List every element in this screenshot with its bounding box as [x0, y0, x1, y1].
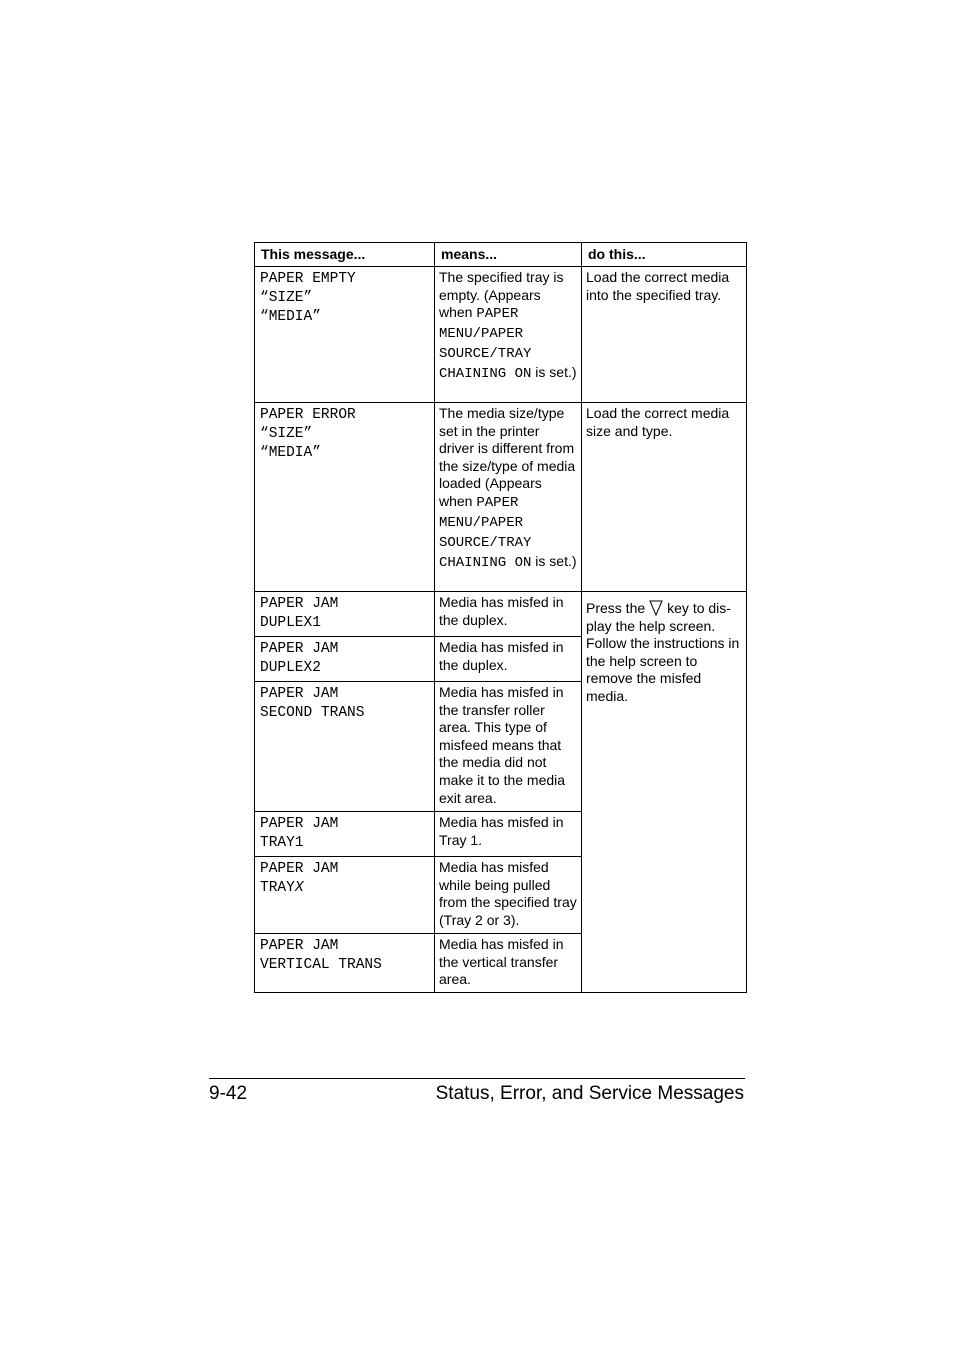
- table-header-row: [255, 243, 747, 267]
- down-triangle-key-icon: [649, 600, 663, 616]
- message-code: PAPER EMPTY “SIZE” “MEDIA”: [260, 271, 356, 325]
- message-code: PAPER JAM DUPLEX2: [260, 641, 339, 676]
- meaning-text: Media has misfed in Tray 1.: [439, 814, 564, 848]
- menu-path: PAPER MENU/PAPER SOURCE/TRAY CHAINING ON: [439, 306, 532, 383]
- message-code: PAPER JAM DUPLEX1: [260, 596, 339, 631]
- table-row: [255, 592, 747, 637]
- meaning-text: Media has misfed in the vertical transfer area.: [439, 936, 564, 988]
- section-title: Status, Error, and Service Messages: [435, 1083, 744, 1104]
- message-code: PAPER JAM TRAYX: [260, 861, 339, 896]
- messages-table: [254, 242, 747, 993]
- header-means: means...: [435, 243, 582, 267]
- table-row: [255, 403, 747, 592]
- meaning-text: The specified tray is empty. (Appears when PAPER MENU/PAPER SOURCE/TRAY CHAINING ON is set.): [439, 269, 577, 383]
- action-text: Load the correct media size and type.: [586, 405, 730, 439]
- meaning-text: Media has misfed in the duplex.: [439, 594, 564, 628]
- message-code: PAPER JAM SECOND TRANS: [260, 686, 365, 721]
- meaning-text: The media size/type set in the printer driver is different from the size/type of media loaded (Appears when PAPER MENU/PAPER SOURCE/TRAY CHAINING ON is set.): [439, 405, 577, 571]
- action-text: Load the correct media into the specified tray.: [586, 269, 730, 303]
- message-code: PAPER JAM TRAY1: [260, 816, 339, 851]
- message-code: PAPER ERROR “SIZE” “MEDIA”: [260, 407, 356, 461]
- meaning-text: Media has misfed in the transfer roller area. This type of misfeed means that the media did not make it to the media exit area.: [439, 684, 566, 806]
- table-row: [255, 267, 747, 403]
- jam-action-text: Press the key to dis-play the help screen. Follow the instructions in the help screen to remove the misfed media.: [586, 600, 740, 704]
- meaning-text: Media has misfed in the duplex.: [439, 639, 564, 673]
- header-message: This message...: [255, 243, 435, 267]
- header-do-this: do this...: [582, 243, 747, 267]
- tray-variable: X: [294, 880, 304, 896]
- meaning-text: Media has misfed while being pulled from the specified tray (Tray 2 or 3).: [439, 859, 577, 928]
- menu-path: PAPER MENU/PAPER SOURCE/TRAY CHAINING ON: [439, 494, 532, 571]
- footer-rule: [209, 1078, 745, 1079]
- page-number: 9-42: [209, 1083, 248, 1104]
- message-code: PAPER JAM VERTICAL TRANS: [260, 938, 382, 973]
